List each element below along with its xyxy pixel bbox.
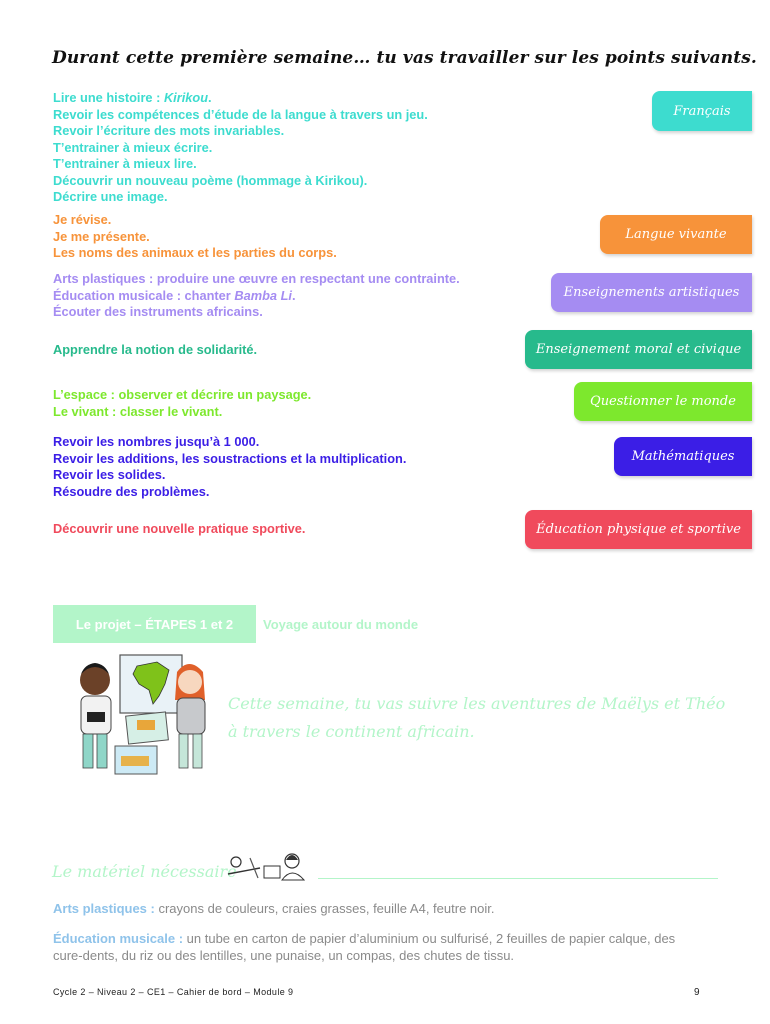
francais-line: Décrire une image. [53, 189, 168, 204]
project-title: Voyage autour du monde [263, 617, 419, 632]
francais-line: Lire une histoire : Kirikou. [53, 90, 212, 105]
materiel-divider [318, 878, 718, 879]
tab-francais: Français [652, 91, 752, 131]
francais-line: Découvrir un nouveau poème (hommage à Kirikou). [53, 172, 368, 188]
project-label: Le projet – ÉTAPES 1 et 2 [53, 605, 256, 643]
moral-section [53, 342, 257, 359]
francais-line: T’entrainer à mieux écrire. [53, 139, 213, 155]
arts-line: Écouter des instruments africains. [53, 304, 263, 319]
langue-section [53, 212, 337, 262]
materiel-title: Le matériel nécessaire [52, 862, 237, 881]
materiel-item: Arts plastiques : crayons de couleurs, craies grasses, feuille A4, feutre noir. [53, 901, 495, 916]
monde-line: L’espace : observer et décrire un paysage. [53, 387, 312, 402]
tab-questionner-le-monde: Questionner le monde [574, 382, 752, 421]
tab-mathematiques: Mathématiques [614, 437, 752, 476]
children-map-illustration [65, 650, 225, 780]
eps-line: Découvrir une nouvelle pratique sportive. [53, 521, 306, 536]
arts-line: Éducation musicale : chanter Bamba Li. [53, 287, 296, 303]
maths-section [53, 434, 406, 500]
monde-section [53, 387, 311, 420]
monde-line: Le vivant : classer le vivant. [53, 403, 223, 419]
footer-text: Cycle 2 – Niveau 2 – CE1 – Cahier de bord – Module 9 [53, 987, 294, 997]
maths-line: Revoir les solides. [53, 467, 166, 482]
arts-line: Arts plastiques : produire une œuvre en respectant une contrainte. [53, 271, 460, 286]
project-description: Cette semaine, tu vas suivre les aventures de Maëlys et Théo à travers le continent africain. [228, 694, 726, 741]
francais-line: T’entrainer à mieux lire. [53, 156, 197, 171]
materiel-item: Éducation musicale : un tube en carton de papier d’aluminium ou sulfurisé, 2 feuilles de papier calque, des cure-dents, du riz ou des lentilles, une punaise, un compas, des chutes de tissu. [53, 931, 676, 963]
maths-line: Revoir les additions, les soustractions et la multiplication. [53, 450, 407, 466]
langue-line: Je me présente. [53, 228, 150, 244]
maths-line: Revoir les nombres jusqu’à 1 000. [53, 434, 260, 449]
langue-line: Les noms des animaux et les parties du corps. [53, 245, 337, 260]
page-number: 9 [694, 987, 700, 998]
maths-line: Résoudre des problèmes. [53, 483, 210, 499]
tab-enseignement-moral-civique: Enseignement moral et civique [525, 330, 752, 369]
francais-section [53, 90, 428, 206]
langue-line: Je révise. [53, 212, 112, 227]
francais-line: Revoir les compétences d’étude de la langue à travers un jeu. [53, 106, 428, 122]
moral-line: Apprendre la notion de solidarité. [53, 342, 258, 357]
eps-section [53, 521, 305, 538]
arts-section [53, 271, 460, 321]
francais-line: Revoir l’écriture des mots invariables. [53, 123, 285, 138]
craft-tools-icon [224, 850, 314, 884]
tab-enseignements-artistiques: Enseignements artistiques [551, 273, 752, 312]
page-title: Durant cette première semaine… tu vas travailler sur les points suivants. [52, 48, 757, 68]
tab-education-physique-sportive: Éducation physique et sportive [525, 510, 752, 549]
tab-langue-vivante: Langue vivante [600, 215, 752, 254]
